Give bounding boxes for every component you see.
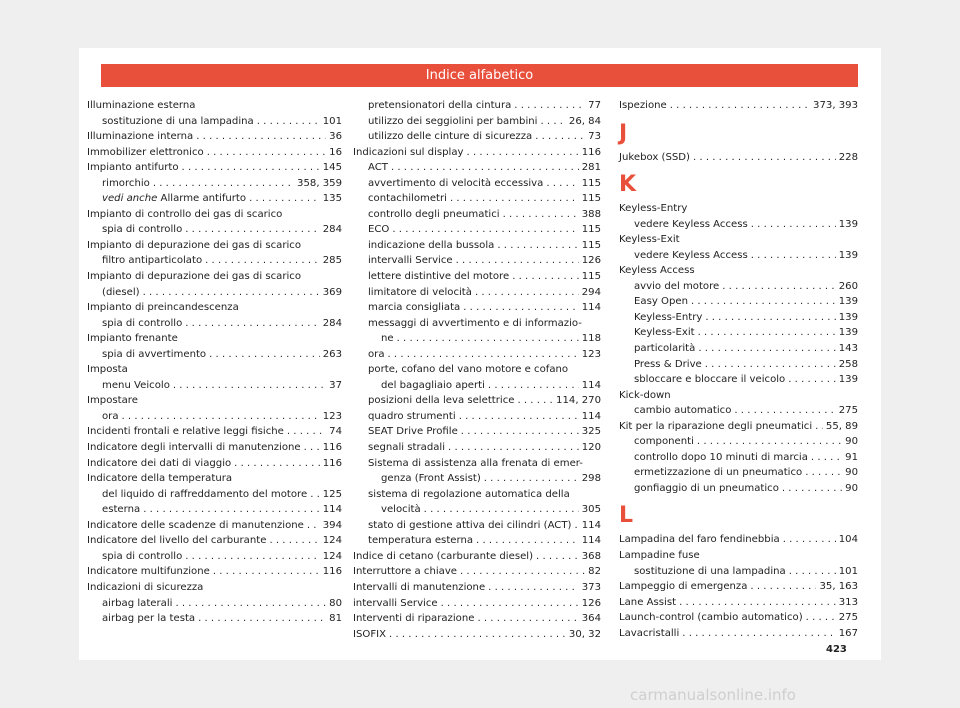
index-entry: avvio del motore . . . 260 [619,279,858,295]
index-entry: Impianto antifurto . . . 145 [87,160,342,176]
index-entry: menu Veicolo . . . 37 [87,378,342,394]
index-entry: intervalli Service . . . 126 [353,253,601,269]
index-entry: Launch-control (cambio automatico) . . . 275 [619,610,858,626]
index-heading: Keyless-Entry [619,203,688,215]
index-entry: particolarità . . . 143 [619,341,858,357]
index-entry: componenti . . . 90 [619,434,858,450]
index-entry: avvertimento di velocità eccessiva . . . 115 [353,176,601,192]
index-entry: Immobilizer elettronico . . . 16 [87,145,342,161]
index-entry: Illuminazione interna . . . 36 [87,129,342,145]
index-entry-continued: messaggi di avvertimento e di informazio- [368,317,582,329]
index-entry: genza (Front Assist) . . . 298 [353,471,601,487]
index-entry: filtro antiparticolato . . . 285 [87,253,342,269]
index-entry: Jukebox (SSD) . . . 228 [619,150,858,166]
index-entry: spia di controllo . . . 284 [87,222,342,238]
index-entry: temperatura esterna . . . 114 [353,533,601,549]
index-entry: quadro strumenti . . . 114 [353,409,601,425]
index-entry: controllo dopo 10 minuti di marcia . . . 91 [619,450,858,466]
page-number: 423 [826,644,847,655]
index-entry: vedere Keyless Access . . . 139 [619,248,858,264]
index-entry: Keyless-Exit . . . 139 [619,325,858,341]
index-heading: Illuminazione esterna [87,100,196,111]
index-entry: Indice di cetano (carburante diesel) . . . 368 [353,549,601,565]
index-entry: Intervalli di manutenzione . . . 373 [353,580,601,596]
index-entry: intervalli Service . . . 126 [353,596,601,612]
index-entry: Kit per la riparazione degli pneumatici . . . 55, 89 [619,419,858,435]
index-entry: lettere distintive del motore . . . 115 [353,269,601,285]
index-entry: controllo degli pneumatici . . . 388 [353,207,601,223]
index-entry: vedi anche Allarme antifurto . . . 135 [87,191,342,207]
index-column-2 [353,98,601,642]
index-heading: Impostare [87,395,138,407]
index-entry: vedere Keyless Access . . . 139 [619,217,858,233]
watermark: carmanualsonline.info [630,686,796,704]
index-heading: Imposta [87,364,128,376]
index-entry: indicazione della bussola . . . 115 [353,238,601,254]
index-heading: Impianto di depurazione dei gas di scarico [87,239,301,251]
index-entry: Indicatore del livello del carburante . . . 124 [87,533,342,549]
index-entry: ECO . . . 115 [353,222,601,238]
index-entry: Lampadina del faro fendinebbia . . . 104 [619,532,858,548]
index-heading: Lampadine fuse [619,550,700,562]
index-heading: Indicazioni di sicurezza [87,581,204,593]
index-entry: gonfiaggio di un pneumatico . . . 90 [619,481,858,497]
index-entry: pretensionatori della cintura . . . 77 [353,98,601,114]
index-heading: Indicatore della temperatura [87,473,233,485]
index-entry-continued: Sistema di assistenza alla frenata di emer- [368,457,583,469]
index-entry: limitatore di velocità . . . 294 [353,285,601,301]
index-entry: del bagagliaio aperti . . . 114 [353,378,601,394]
index-heading: Impianto di preincandescenza [87,302,239,314]
index-entry: SEAT Drive Profile . . . 325 [353,424,601,440]
index-entry: rimorchio . . . 358, 359 [87,176,342,192]
section-letter-k: K [619,172,637,198]
index-entry: Indicatore dei dati di viaggio . . . 116 [87,456,342,472]
index-entry: ACT . . . 281 [353,160,601,176]
section-letter-l: L [619,503,634,529]
index-entry: spia di controllo . . . 124 [87,549,342,565]
index-entry: Interruttore a chiave . . . 82 [353,564,601,580]
index-entry: Keyless-Entry . . . 139 [619,310,858,326]
index-entry: Indicatore multifunzione . . . 116 [87,564,342,580]
index-entry: del liquido di raffreddamento del motore . . . 125 [87,487,342,503]
index-entry: sostituzione di una lampadina . . . 101 [619,564,858,580]
index-entry-continued: sistema di regolazione automatica della [368,488,570,500]
index-entry: contachilometri . . . 115 [353,191,601,207]
index-entry: stato di gestione attiva dei cilindri (ACT) . . . 114 [353,518,601,534]
index-entry-continued: porte, cofano del vano motore e cofano [368,364,569,376]
index-entry: segnali stradali . . . 120 [353,440,601,456]
index-entry: Indicatore degli intervalli di manutenzione . . . 116 [87,440,342,456]
index-entry: Lane Assist . . . 313 [619,595,858,611]
index-column-1 [87,98,342,627]
section-letter-j: J [619,120,628,146]
index-entry: Press & Drive . . . 258 [619,357,858,373]
index-entry: spia di controllo . . . 284 [87,316,342,332]
index-entry: esterna . . . 114 [87,502,342,518]
index-entry: utilizzo delle cinture di sicurezza . . . 73 [353,129,601,145]
index-entry: Indicatore delle scadenze di manutenzione . . . 394 [87,518,342,534]
index-entry: airbag per la testa . . . 81 [87,611,342,627]
index-heading: Kick-down [619,389,671,401]
index-entry: airbag laterali . . . 80 [87,596,342,612]
index-entry: ora . . . 123 [353,347,601,363]
index-entry: utilizzo dei seggiolini per bambini . . . 26, 84 [353,114,601,130]
index-entry: cambio automatico . . . 275 [619,403,858,419]
index-heading: Impianto di controllo dei gas di scarico [87,208,283,220]
index-entry: sbloccare e bloccare il veicolo . . . 139 [619,372,858,388]
index-column-3 [619,98,858,641]
index-entry: ISOFIX . . . 30, 32 [353,627,601,643]
index-entry: ermetizzazione di un pneumatico . . . 90 [619,465,858,481]
index-entry: Interventi di riparazione . . . 364 [353,611,601,627]
index-entry: sostituzione di una lampadina . . . 101 [87,114,342,130]
index-entry: Lavacristalli . . . 167 [619,626,858,642]
index-entry: Lampeggio di emergenza . . . 35, 163 [619,579,858,595]
index-heading: Keyless Access [619,265,695,277]
index-entry: Ispezione . . . 373, 393 [619,98,858,114]
page-title: Indice alfabetico [101,64,858,87]
index-entry: Indicazioni sul display . . . 116 [353,145,601,161]
index-entry: marcia consigliata . . . 114 [353,300,601,316]
index-heading: Keyless-Exit [619,234,680,246]
index-entry: spia di avvertimento . . . 263 [87,347,342,363]
index-heading: Impianto di depurazione dei gas di scarico [87,271,301,283]
index-entry: (diesel) . . . 369 [87,285,342,301]
index-entry: Incidenti frontali e relative leggi fisiche . . . 74 [87,424,342,440]
index-entry: posizioni della leva selettrice . . . 114, 270 [353,393,601,409]
index-heading: Impianto frenante [87,333,178,345]
index-entry: Easy Open . . . 139 [619,294,858,310]
index-entry: ora . . . 123 [87,409,342,425]
index-entry: velocità . . . 305 [353,502,601,518]
index-entry: ne . . . 118 [353,331,601,347]
